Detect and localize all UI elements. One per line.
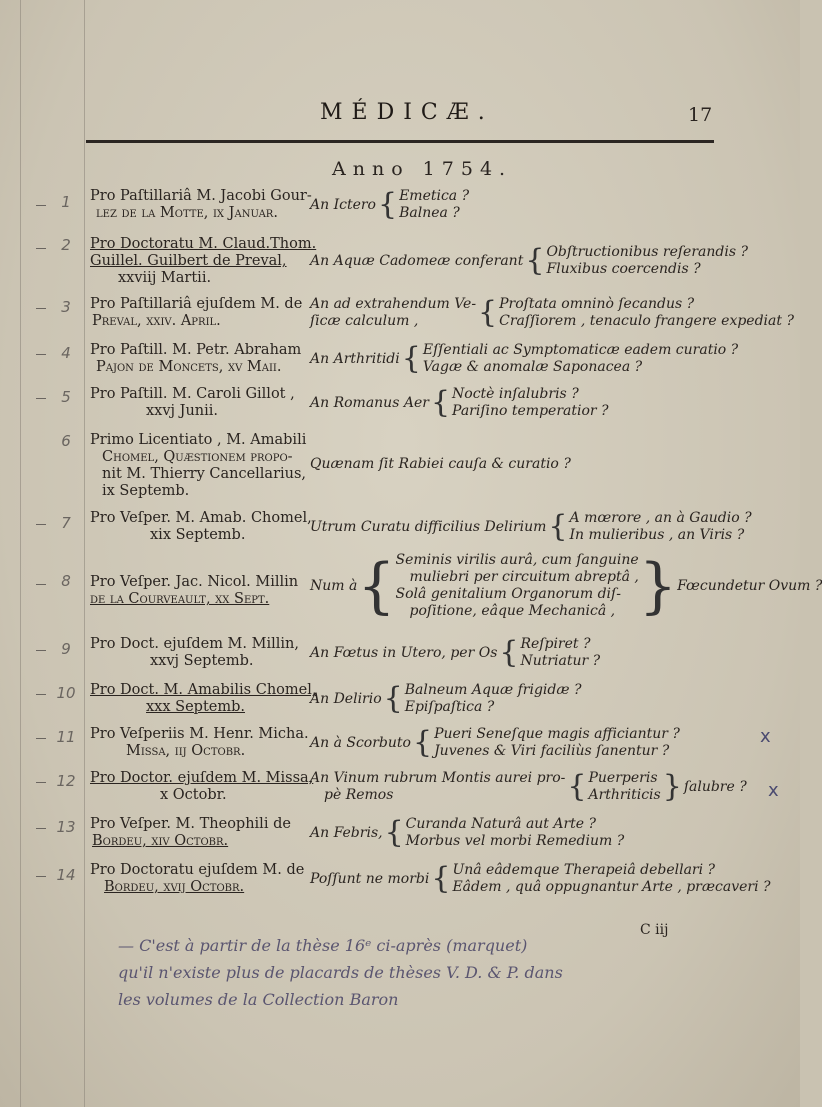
margin-dash: [36, 828, 46, 829]
thesis-question: [310, 816, 624, 850]
entry-number: 14: [56, 866, 76, 884]
question-option: In mulieribus , an Viris ?: [569, 527, 745, 543]
candidate-line: de la Courveault, xx Sept.: [90, 591, 270, 607]
margin-dash: [36, 354, 46, 355]
note-line: qu'il n'existe plus de placards de thèses V. D. & P. dans: [118, 963, 563, 982]
margin-cross-mark: x: [760, 726, 771, 747]
entry-number: 6: [61, 432, 71, 450]
question-option: Arthriticis: [588, 787, 661, 803]
candidate-line: Pro Doctoratu ejuſdem M. de: [90, 862, 305, 878]
thesis-question: [310, 188, 469, 222]
question-prefix: An Febris,: [310, 825, 383, 841]
candidate-line: Pro Paſtill. M. Caroli Gillot ,: [90, 386, 295, 402]
candidate-line: Pro Paſtill. M. Petr. Abraham: [90, 342, 302, 358]
entry-candidate: [90, 236, 317, 287]
candidate-line: xix Septemb.: [150, 527, 246, 543]
brace: {: [567, 769, 587, 804]
question-option: Fluxibus coercendis ?: [546, 261, 701, 277]
question-option: poſitione, eâque Mechanicâ ,: [409, 603, 616, 619]
question-option: Obſtructionibus reſerandis ?: [546, 244, 748, 260]
margin-dash: [36, 584, 46, 585]
question-prefix: An Delirio: [310, 691, 382, 707]
entry-candidate: [90, 296, 303, 330]
candidate-line: Primo Licentiato , M. Amabili: [90, 432, 307, 448]
thesis-question: [310, 636, 600, 670]
question-suffix: ſalubre ?: [683, 779, 747, 795]
candidate-line: xxvj Septemb.: [150, 653, 254, 669]
question-option: Juvenes & Viri faciliùs ſanentur ?: [434, 743, 670, 759]
question-option: Pueri Seneſque magis afficiantur ?: [434, 726, 680, 742]
candidate-line: Pro Doctoratu M. Claud.Thom.: [90, 236, 317, 252]
question-option: Curanda Naturâ aut Arte ?: [405, 816, 597, 832]
brace: {: [431, 861, 451, 896]
candidate-line: xxviij Martii.: [118, 270, 212, 286]
entry-candidate: [90, 770, 314, 804]
question-prefix: An à Scorbuto: [310, 735, 411, 751]
header-rule: [86, 140, 714, 143]
question-option: Eſſentiali ac Symptomaticæ eadem curatio ?: [422, 342, 739, 358]
note-line: — C'est à partir de la thèse 16ᵉ ci-après (marquet): [118, 936, 528, 955]
question-option: muliebri per circuitum abreptâ ,: [409, 569, 639, 585]
signature-mark: C iij: [640, 922, 669, 938]
question-prefix: Num à: [310, 578, 358, 594]
entry-candidate: [90, 342, 302, 376]
entry-number: 4: [61, 344, 71, 362]
entry-number: 13: [56, 818, 76, 836]
brace: {: [383, 681, 403, 716]
entry-number: 12: [56, 772, 76, 790]
thesis-question: [310, 244, 748, 278]
margin-dash: [36, 738, 46, 739]
candidate-line: Pro Veſper. M. Theophili de: [90, 816, 291, 832]
page-number: 17: [688, 104, 713, 126]
thesis-question: [310, 386, 609, 420]
candidate-line: x Octobr.: [160, 787, 227, 803]
entry-number: 1: [61, 193, 71, 211]
brace: {: [401, 341, 421, 376]
question-option: Morbus vel morbi Remedium ?: [405, 833, 625, 849]
brace: }: [662, 769, 682, 804]
candidate-line: Chomel, Quæſtionem propo-: [102, 449, 293, 465]
entry-candidate: [90, 432, 307, 500]
question-prefix: Utrum Curatu difficilius Delirium: [310, 519, 547, 535]
handwritten-note: [118, 932, 678, 1013]
entry-candidate: [90, 636, 298, 670]
brace: {: [377, 187, 398, 222]
thesis-question: [310, 342, 738, 376]
thesis-question: Quænam ſit Rabiei cauſa & curatio ?: [310, 456, 571, 472]
candidate-line: Bordeu, xvij Octobr.: [104, 879, 245, 895]
margin-dash: [36, 524, 46, 525]
entry-candidate: [90, 510, 312, 544]
question-option: Reſpiret ?: [520, 636, 591, 652]
entry-number: 9: [61, 640, 71, 658]
question-option: Seminis virilis aurâ, cum ſanguine: [395, 552, 639, 568]
margin-dash: [36, 694, 46, 695]
question-suffix: Fœcundetur Ovum ?: [677, 578, 822, 594]
brace: {: [478, 295, 498, 330]
brace: }: [638, 551, 678, 621]
entry-candidate: [90, 726, 309, 760]
thesis-question: [310, 552, 822, 620]
entry-number: 5: [61, 388, 71, 406]
candidate-line: xxx Septemb.: [146, 699, 245, 715]
question-prefix: An Romanus Aer: [310, 395, 429, 411]
entry-candidate: [90, 816, 298, 850]
running-head: MÉDICÆ.: [320, 100, 494, 125]
thesis-question: [310, 296, 794, 330]
margin-dash: [36, 205, 46, 206]
question-prefix: Poſſunt ne morbi: [310, 871, 430, 887]
candidate-line: nit M. Thierry Cancellarius,: [102, 466, 307, 482]
entry-number: 2: [61, 236, 71, 254]
candidate-line: Pro Veſper. Jac. Nicol. Millin: [90, 574, 299, 590]
thesis-question: [310, 862, 771, 896]
question-prefix: An Vinum rubrum Montis aurei pro-: [310, 770, 566, 786]
brace: {: [430, 385, 451, 420]
year-heading: Anno 1754.: [332, 158, 513, 180]
question-option: A mœrore , an à Gaudio ?: [569, 510, 752, 526]
question-option: Vagæ & anomalæ Saponacea ?: [422, 359, 643, 375]
entry-candidate: [90, 862, 305, 896]
candidate-line: Pro Paſtillariâ M. Jacobi Gour-: [90, 188, 312, 204]
brace: {: [548, 509, 568, 544]
question-option: Noctè inſalubris ?: [452, 386, 579, 402]
question-option: Emetica ?: [399, 188, 470, 204]
brace: {: [499, 635, 519, 670]
question-prefix: An Fœtus in Utero, per Os: [310, 645, 498, 661]
question-option: Balnea ?: [399, 205, 460, 221]
margin-dash: [36, 398, 46, 399]
candidate-line: Pro Veſperiis M. Henr. Micha.: [90, 726, 309, 742]
question-option: Unâ eâdemque Therapeiâ debellari ?: [452, 862, 716, 878]
candidate-line: lez de la Motte, ix Januar.: [96, 205, 278, 221]
thesis-question: [310, 682, 581, 716]
margin-dash: [36, 782, 46, 783]
entry-number: 11: [56, 728, 76, 746]
question-prefix: An ad extrahendum Ve-: [310, 296, 477, 312]
candidate-line: Missa, iij Octobr.: [126, 743, 246, 759]
candidate-line: Pro Doct. ejuſdem M. Millin,: [90, 636, 299, 652]
question-option: Pariſino temperatior ?: [452, 403, 609, 419]
brace: {: [412, 725, 433, 760]
entry-candidate: [90, 574, 298, 608]
margin-dash: [36, 876, 46, 877]
question-option: Craſſiorem , tenaculo frangere expediat ?: [499, 313, 794, 329]
candidate-line: Pro Doct. M. Amabilis Chomel,: [90, 682, 317, 698]
question-prefix: An Ictero: [310, 197, 376, 213]
margin-cross-mark: x: [768, 780, 779, 801]
margin-dash: [36, 650, 46, 651]
thesis-question: [310, 510, 752, 544]
candidate-line: Pro Paſtillariâ ejuſdem M. de: [90, 296, 303, 312]
candidate-line: Preval, xxiv. April.: [92, 313, 221, 329]
margin-dash: [36, 248, 46, 249]
candidate-line: Bordeu, xiv Octobr.: [92, 833, 229, 849]
candidate-line: Pro Veſper. M. Amab. Chomel,: [90, 510, 312, 526]
thesis-question: [310, 770, 747, 804]
question-prefix: pè Remos: [324, 787, 394, 803]
question-option: Proſtata omninò ſecandus ?: [499, 296, 695, 312]
brace: {: [384, 815, 404, 850]
candidate-line: ix Septemb.: [102, 483, 190, 499]
candidate-line: xxvj Junii.: [146, 403, 219, 419]
brace: {: [525, 243, 545, 278]
thesis-question: [310, 726, 680, 760]
note-line: les volumes de la Collection Baron: [118, 990, 399, 1009]
entry-number: 3: [61, 298, 71, 316]
question-prefix: An Arthritidi: [310, 351, 400, 367]
entry-candidate: [90, 682, 317, 716]
candidate-line: Pajon de Moncets, xv Maii.: [96, 359, 282, 375]
question-option: Balneum Aquæ frigidæ ?: [404, 682, 582, 698]
margin-dash: [36, 308, 46, 309]
question-prefix: ſicæ calculum ,: [310, 313, 419, 329]
margin-rule: [20, 0, 21, 1107]
entry-number: 8: [61, 572, 71, 590]
entry-candidate: [90, 386, 298, 420]
candidate-line: Guillel. Guilbert de Preval,: [90, 253, 287, 269]
question-option: Solâ genitalium Organorum diſ-: [395, 586, 621, 602]
entry-candidate: [90, 188, 312, 222]
entry-number: 10: [56, 684, 76, 702]
question-option: Eâdem , quâ oppugnantur Arte , præcaveri ?: [452, 879, 771, 895]
brace: {: [357, 551, 396, 621]
question-option: Nutriatur ?: [520, 653, 601, 669]
question-prefix: An Aquæ Cadomeæ conferant: [310, 253, 524, 269]
entry-number: 7: [61, 514, 71, 532]
candidate-line: Pro Doctor. ejuſdem M. Missa,: [90, 770, 314, 786]
question-option: Epiſpaſtica ?: [404, 699, 495, 715]
margin-rule: [84, 0, 85, 1107]
question-option: Puerperis: [588, 770, 658, 786]
